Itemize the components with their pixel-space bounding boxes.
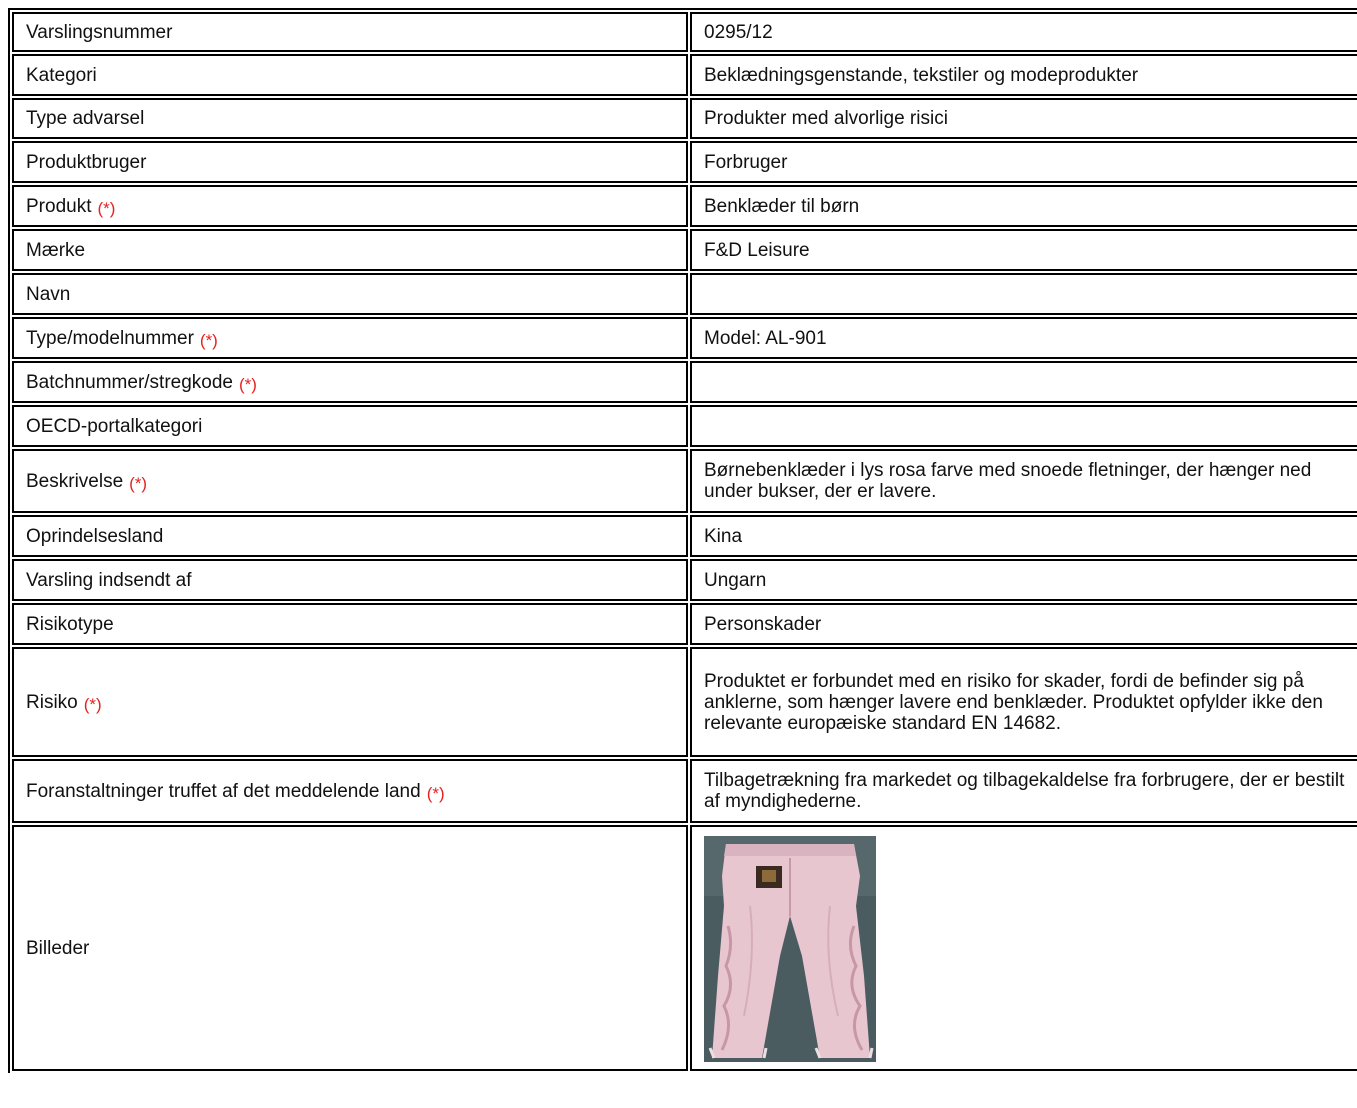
row-value: F&D Leisure [690,229,1357,271]
row-label: Mærke [12,229,688,271]
required-marker: (*) [129,473,148,493]
row-label: Oprindelsesland [12,515,688,557]
row-product-user [12,141,1357,183]
row-label: Type/modelnummer (*) [12,317,688,359]
row-value [690,273,1357,315]
row-value: Børnebenklæder i lys rosa farve med snoede fletninger, der hænger ned under bukser, der er lavere. [690,449,1357,513]
row-value: Produkter med alvorlige risici [690,98,1357,139]
alert-details [8,8,1357,1073]
row-value: Tilbagetrækning fra markedet og tilbagekaldelse fra forbrugere, der er bestilt af myndighederne. [690,759,1357,823]
row-product [12,185,1357,227]
row-value: Model: AL-901 [690,317,1357,359]
row-measures [12,759,1357,823]
row-label: Varsling indsendt af [12,559,688,601]
row-label: Foranstaltninger truffet af det meddelende land (*) [12,759,688,823]
row-label: Beskrivelse (*) [12,449,688,513]
row-label: Risiko (*) [12,647,688,757]
row-name [12,273,1357,315]
row-origin-country [12,515,1357,557]
row-oecd-category [12,405,1357,447]
row-value: Ungarn [690,559,1357,601]
required-marker: (*) [239,374,257,394]
required-marker: (*) [199,330,218,350]
row-alert-type [12,98,1357,139]
row-label: OECD-portalkategori [12,405,688,447]
row-label: Varslingsnummer [12,12,688,52]
row-type-model-number [12,317,1357,359]
row-value: Forbruger [690,141,1357,183]
row-category [12,54,1357,96]
row-label: Risikotype [12,603,688,645]
row-label: Batchnummer/stregkode (*) [12,361,688,403]
row-label: Kategori [12,54,688,96]
row-brand [12,229,1357,271]
row-value [690,361,1357,403]
row-value: Beklædningsgenstande, tekstiler og modeprodukter [690,54,1357,96]
row-batch-barcode [12,361,1357,403]
row-value: Kina [690,515,1357,557]
row-label: Billeder [12,825,688,1071]
row-value [690,825,1357,1071]
row-description [12,449,1357,513]
row-value: Personskader [690,603,1357,645]
row-value: 0295/12 [690,12,1357,52]
product-photo-pants-image [704,836,876,1062]
row-value: Benklæder til børn [690,185,1357,227]
required-marker: (*) [97,198,116,218]
required-marker: (*) [426,783,445,803]
row-label: Navn [12,273,688,315]
row-submitted-by [12,559,1357,601]
row-label: Type advarsel [12,98,688,139]
row-images [12,825,1357,1071]
row-risk [12,647,1357,757]
row-risk-type [12,603,1357,645]
alert-details-table [8,8,1357,1073]
product-photo [704,836,876,1062]
row-alert-number [12,12,1357,52]
row-label: Produktbruger [12,141,688,183]
row-value [690,405,1357,447]
row-value: Produktet er forbundet med en risiko for skader, fordi de befinder sig på anklerne, som hænger lavere end benklæder. Produktet opfylder ikke den relevante europæiske standard EN 14682. [690,647,1357,757]
required-marker: (*) [83,694,102,714]
row-label: Produkt (*) [12,185,688,227]
